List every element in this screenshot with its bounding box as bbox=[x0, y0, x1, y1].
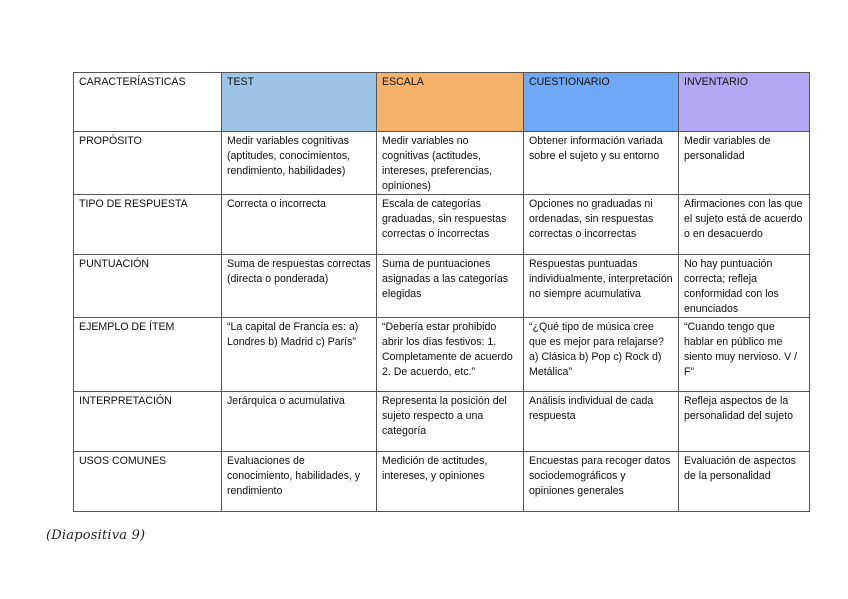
table-cell: Obtener información variada sobre el sujeto y su entorno bbox=[524, 132, 679, 195]
table-row bbox=[74, 255, 810, 318]
table-cell: Respuestas puntuadas individualmente, interpretación no siempre acumulativa bbox=[524, 255, 679, 318]
table-row bbox=[74, 195, 810, 255]
handwritten-slide-note: (Diapositiva 9) bbox=[46, 528, 146, 543]
table-cell: “Debería estar prohibido abrir los días festivos: 1. Completamente de acuerdo 2. De acuerdo, etc.” bbox=[377, 318, 524, 392]
row-label: TIPO DE RESPUESTA bbox=[74, 195, 222, 255]
table-cell: “La capital de Francia es: a) Londres b) Madrid c) París” bbox=[222, 318, 377, 392]
table-cell: “¿Qué tipo de música cree que es mejor para relajarse? a) Clásica b) Pop c) Rock d) Metálica” bbox=[524, 318, 679, 392]
table-cell: Medir variables no cognitivas (actitudes, intereses, preferencias, opiniones) bbox=[377, 132, 524, 195]
row-label: INTERPRETACIÓN bbox=[74, 392, 222, 452]
header-row bbox=[74, 73, 810, 132]
column-header-inventario: INVENTARIO bbox=[679, 73, 810, 132]
row-label: EJEMPLO DE ÍTEM bbox=[74, 318, 222, 392]
row-label: USOS COMUNES bbox=[74, 452, 222, 512]
table-cell: Análisis individual de cada respuesta bbox=[524, 392, 679, 452]
table-cell: Encuestas para recoger datos sociodemográficos y opiniones generales bbox=[524, 452, 679, 512]
table-cell: Opciones no graduadas ni ordenadas, sin respuestas correctas o incorrectas bbox=[524, 195, 679, 255]
row-label: PROPÓSITO bbox=[74, 132, 222, 195]
corner-label: CARACTERÍASTICAS bbox=[74, 73, 222, 132]
table-cell: Refleja aspectos de la personalidad del sujeto bbox=[679, 392, 810, 452]
table-cell: Jerárquica o acumulativa bbox=[222, 392, 377, 452]
table-cell: Evaluaciones de conocimiento, habilidades, y rendimiento bbox=[222, 452, 377, 512]
comparison-table bbox=[73, 72, 810, 512]
table-cell: Escala de categorías graduadas, sin respuestas correctas o incorrectas bbox=[377, 195, 524, 255]
table-row bbox=[74, 132, 810, 195]
table-cell: Correcta o incorrecta bbox=[222, 195, 377, 255]
table-row bbox=[74, 392, 810, 452]
table-cell: Medir variables de personalidad bbox=[679, 132, 810, 195]
table-cell: Suma de respuestas correctas (directa o ponderada) bbox=[222, 255, 377, 318]
table-row bbox=[74, 452, 810, 512]
column-header-escala: ESCALA bbox=[377, 73, 524, 132]
column-header-cuestionario: CUESTIONARIO bbox=[524, 73, 679, 132]
table-cell: Medir variables cognitivas (aptitudes, conocimientos, rendimiento, habilidades) bbox=[222, 132, 377, 195]
table-cell: Afirmaciones con las que el sujeto está de acuerdo o en desacuerdo bbox=[679, 195, 810, 255]
table-cell: “Cuando tengo que hablar en público me siento muy nervioso. V / F” bbox=[679, 318, 810, 392]
row-label: PUNTUACIÓN bbox=[74, 255, 222, 318]
column-header-test: TEST bbox=[222, 73, 377, 132]
table-cell: Suma de puntuaciones asignadas a las categorías elegidas bbox=[377, 255, 524, 318]
table-cell: Medición de actitudes, intereses, y opiniones bbox=[377, 452, 524, 512]
table-row bbox=[74, 318, 810, 392]
table-cell: Representa la posición del sujeto respecto a una categoría bbox=[377, 392, 524, 452]
table-cell: No hay puntuación correcta; refleja conformidad con los enunciados bbox=[679, 255, 810, 318]
table-cell: Evaluación de aspectos de la personalidad bbox=[679, 452, 810, 512]
